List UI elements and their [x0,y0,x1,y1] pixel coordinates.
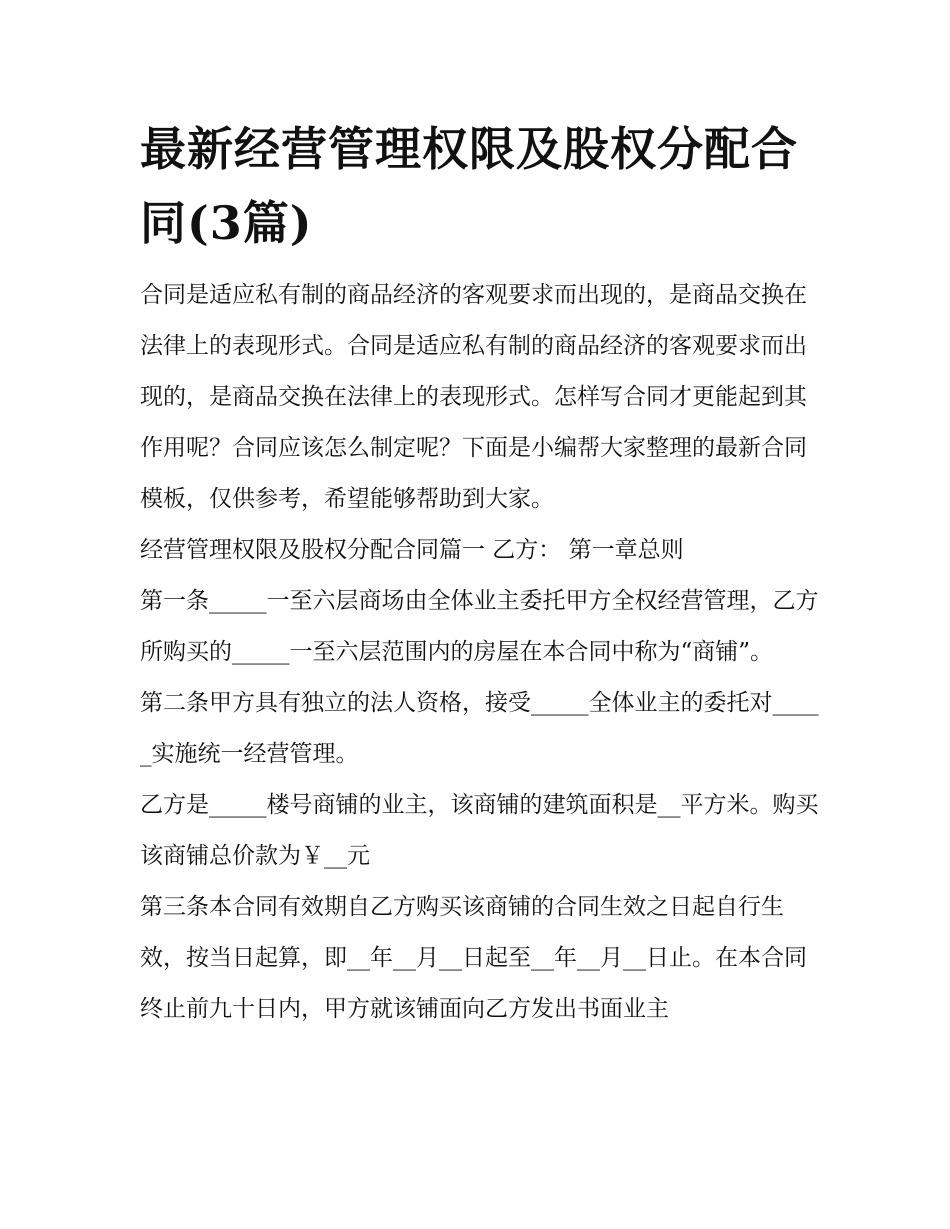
shop-info-paragraph: 乙方是_____楼号商铺的业主，该商铺的建筑面积是__平方米。购买该商铺总价款为￥__元 [140,792,819,869]
intro-paragraph: 合同是适应私有制的商品经济的客观要求而出现的，是商品交换在法律上的表现形式。合同是适应私有制的商品经济的客观要求而出现的，是商品交换在法律上的表现形式。怎样写合同才更能起到其作用呢？合同应该怎么制定呢？下面是小编帮大家整理的最新合同模板，仅供参考，希望能够帮助到大家。 [140,282,807,512]
document-page [140,112,820,1035]
section-heading-paragraph: 经营管理权限及股权分配合同篇一 乙方： 第一章总则 [140,537,684,563]
article-1-paragraph: 第一条_____一至六层商场由全体业主委托甲方全权经营管理，乙方所购买的_____一至六层范围内的房屋在本合同中称为“商铺”。 [140,588,819,665]
document-title: 最新经营管理权限及股权分配合同(3篇) [140,122,798,250]
article-3-paragraph: 第三条本合同有效期自乙方购买该商铺的合同生效之日起自行生效，按当日起算，即__年__月__日起至__年__月__日止。在本合同终止前九十日内，甲方就该铺面向乙方发出书面业主 [140,894,807,1022]
article-2-paragraph: 第二条甲方具有独立的法人资格，接受_____全体业主的委托对_____实施统一经营管理。 [140,690,819,767]
